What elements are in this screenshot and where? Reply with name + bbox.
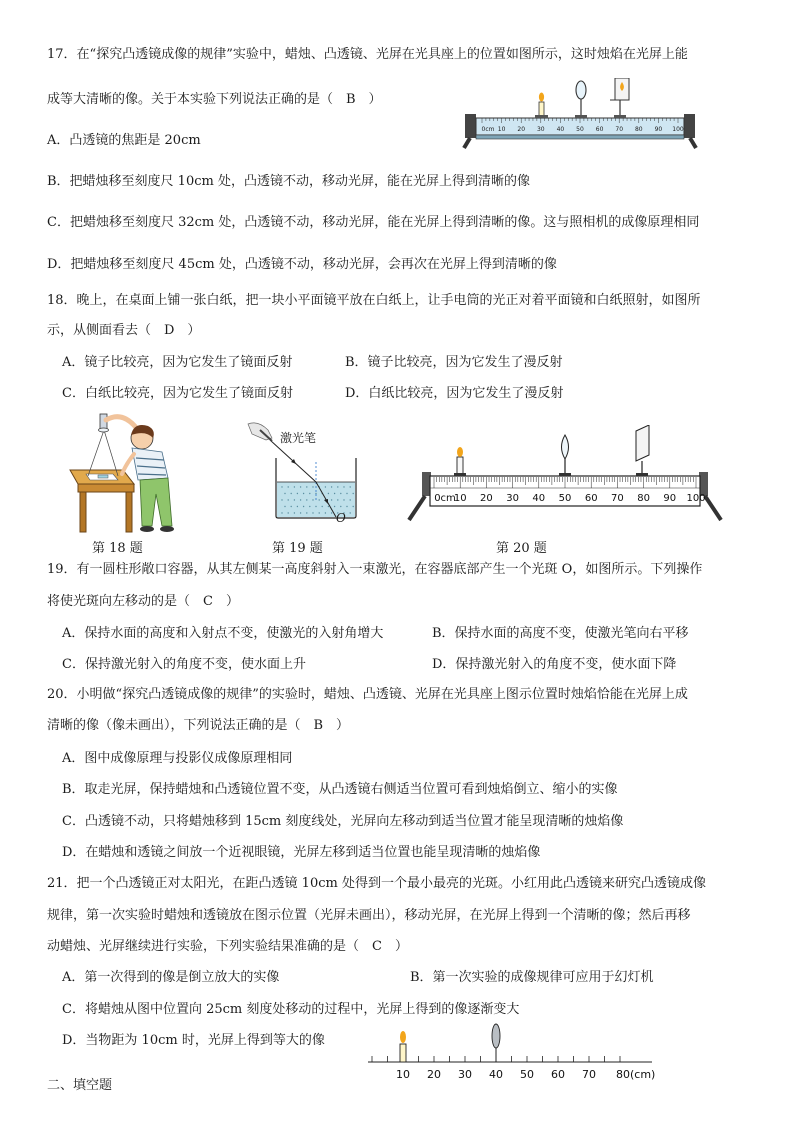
q18-option-d: D．白纸比较亮，因为它发生了漫反射 xyxy=(345,386,564,401)
q20-ruler-label: 60 xyxy=(584,493,598,504)
q17-ruler-label: 30 xyxy=(536,126,545,133)
section-heading: 二、填空题 xyxy=(47,1078,113,1093)
q19-water-dot xyxy=(346,493,347,494)
q17-stem-line-2: 成等大清晰的像。关于本实验下列说法正确的是（ B ） xyxy=(47,92,382,107)
q19-water-dot xyxy=(350,486,351,487)
q19-water-dot xyxy=(297,506,298,507)
q17-option-c: C．把蜡烛移至刻度尺 32cm 处，凸透镜不动，移动光屏，能在光屏上得到清晰的像。这与照相机的成像原理相同 xyxy=(47,215,700,230)
q21-option-b: B．第一次实验的成像规律可应用于幻灯机 xyxy=(410,970,654,985)
q19-water-dot xyxy=(334,493,335,494)
q17-option-b: B．把蜡烛移至刻度尺 10cm 处，凸透镜不动，移动光屏，能在光屏上得到清晰的像 xyxy=(47,174,530,189)
q17-option-a: A．凸透镜的焦距是 20cm xyxy=(47,133,201,148)
q21-option-c: C．将蜡烛从图中位置向 25cm 刻度处移动的过程中，光屏上得到的像逐渐变大 xyxy=(62,1002,520,1017)
q19-water-dot xyxy=(334,506,335,507)
q19-water-dot xyxy=(319,512,320,513)
q19-stem-line-1: 19．有一圆柱形敞口容器，从其左侧某一高度斜射入一束激光，在容器底部产生一个光斑 O，如图所示。下列操作 xyxy=(47,562,703,577)
q19-water-dot xyxy=(303,493,304,494)
q21-axis-label: 60 xyxy=(551,1068,565,1081)
q19-water-dot xyxy=(297,493,298,494)
q18-option-a: A．镜子比较亮，因为它发生了镜面反射 xyxy=(62,355,293,370)
q19-water-dot xyxy=(300,499,301,500)
q20-stem-line-2: 清晰的像（像未画出），下列说法正确的是（ B ） xyxy=(47,718,350,733)
q18-stem-line-1: 18．晚上，在桌面上铺一张白纸，把一块小平面镜平放在白纸上，让手电筒的光正对着平面镜和白纸照射，如图所 xyxy=(47,293,701,308)
q19-water-dot xyxy=(325,486,326,487)
q19-water-dot xyxy=(319,499,320,500)
q17-ruler-label: 60 xyxy=(595,126,604,133)
q18-flashlight-figure xyxy=(68,408,186,536)
q19-water-dot xyxy=(343,486,344,487)
q19-water-dot xyxy=(300,512,301,513)
q19-water-dot xyxy=(353,493,354,494)
fig19-point-label: O xyxy=(336,511,346,525)
q19-water-dot xyxy=(288,512,289,513)
q19-water-dot xyxy=(346,506,347,507)
q19-water-dot xyxy=(303,506,304,507)
q19-water-dot xyxy=(331,499,332,500)
q20-option-c: C．凸透镜不动，只将蜡烛移到 15cm 刻度线处，光屏向左移动到适当位置才能呈现清晰的烛焰像 xyxy=(62,814,624,829)
q19-water-dot xyxy=(306,486,307,487)
q19-water-dot xyxy=(294,486,295,487)
q19-water-dot xyxy=(312,512,313,513)
q19-water-dot xyxy=(309,506,310,507)
fig18-caption: 第 18 题 xyxy=(92,541,143,556)
fig20-caption: 第 20 题 xyxy=(496,541,547,556)
q21-axis-label: 70 xyxy=(582,1068,596,1081)
q17-ruler-label: 50 xyxy=(576,126,584,133)
q19-option-a: A．保持水面的高度和入射点不变，使激光的入射角增大 xyxy=(62,626,384,641)
q17-ruler-label: 10 xyxy=(497,126,506,133)
q20-ruler-label: 30 xyxy=(506,493,519,504)
q19-water-dot xyxy=(306,512,307,513)
q21-stem-line-3: 动蜡烛、光屏继续进行实验，下列实验结果准确的是（ C ） xyxy=(47,939,408,954)
q19-water-dot xyxy=(331,512,332,513)
q19-water-dot xyxy=(306,499,307,500)
q19-water-dot xyxy=(288,486,289,487)
q18-option-b: B．镜子比较亮，因为它发生了漫反射 xyxy=(345,355,563,370)
q19-stem-line-2: 将使光斑向左移动的是（ C ） xyxy=(47,594,239,609)
q20-ruler-label: 10 xyxy=(453,493,467,504)
fig19-caption: 第 19 题 xyxy=(272,541,323,556)
q19-water-dot xyxy=(350,499,351,500)
q21-axis-label: 30 xyxy=(458,1068,472,1081)
q21-axis-label: 40 xyxy=(489,1068,503,1081)
q19-option-d: D．保持激光射入的角度不变，使水面下降 xyxy=(432,657,677,672)
q19-water-dot xyxy=(294,499,295,500)
q19-water-dot xyxy=(315,506,316,507)
q19-water-dot xyxy=(350,512,351,513)
q19-option-b: B．保持水面的高度不变，使激光笔向右平移 xyxy=(432,626,689,641)
q19-water-dot xyxy=(281,512,282,513)
q19-water-dot xyxy=(353,506,354,507)
q20-ruler-label: 20 xyxy=(480,493,493,504)
q19-water-dot xyxy=(328,493,329,494)
q19-water-dot xyxy=(343,499,344,500)
q19-water-dot xyxy=(291,493,292,494)
q19-water-dot xyxy=(340,506,341,507)
q19-water-dot xyxy=(284,493,285,494)
q17-ruler-label: 80 xyxy=(634,126,643,133)
q20-stem-line-1: 20．小明做“探究凸透镜成像的规律”的实验时，蜡烛、凸透镜、光屏在光具座上图示位置时烛焰恰能在光屏上成 xyxy=(47,687,688,702)
q21-stem-line-1: 21．把一个凸透镜正对太阳光，在距凸透镜 10cm 处得到一个最小最亮的光斑。小红用此凸透镜来研究凸透镜成像 xyxy=(47,876,706,891)
q17-option-d: D．把蜡烛移至刻度尺 45cm 处，凸透镜不动，移动光屏，会再次在光屏上得到清晰的像 xyxy=(47,257,557,272)
q17-optical-bench-figure xyxy=(462,78,698,150)
q17-ruler-label: 90 xyxy=(654,126,663,133)
q21-option-d: D．当物距为 10cm 时，光屏上得到等大的像 xyxy=(62,1033,325,1048)
fig19-pen-label: 激光笔 xyxy=(280,431,317,445)
q20-ruler-label: 100 xyxy=(686,493,706,504)
q19-water-dot xyxy=(281,486,282,487)
q19-water-dot xyxy=(312,486,313,487)
q21-axis-figure xyxy=(364,1022,664,1084)
q17-ruler-label: 0cm xyxy=(481,126,495,133)
q19-water-dot xyxy=(284,506,285,507)
q19-water-dot xyxy=(340,493,341,494)
q21-axis-label: 20 xyxy=(427,1068,441,1081)
q19-water-dot xyxy=(325,512,326,513)
q20-ruler-label: 0cm xyxy=(434,493,456,504)
q19-water-dot xyxy=(294,512,295,513)
q19-water-dot xyxy=(331,486,332,487)
q20-ruler-label: 90 xyxy=(663,493,677,504)
q21-option-a: A．第一次得到的像是倒立放大的实像 xyxy=(62,970,280,985)
q17-stem-line-1: 17．在“探究凸透镜成像的规律”实验中，蜡烛、凸透镜、光屏在光具座上的位置如图所示，这时烛焰在光屏上能 xyxy=(47,47,688,62)
q20-option-b: B．取走光屏，保持蜡烛和凸透镜位置不变，从凸透镜右侧适当位置可看到烛焰倒立、缩小的实像 xyxy=(62,782,618,797)
q17-ruler-label: 100 xyxy=(672,126,684,133)
q17-ruler-label: 70 xyxy=(615,126,624,133)
q17-ruler-label: 20 xyxy=(517,126,526,133)
q19-water-dot xyxy=(312,499,313,500)
q19-water-dot xyxy=(322,506,323,507)
q19-water-dot xyxy=(328,506,329,507)
q18-stem-line-2: 示，从侧面看去（ D ） xyxy=(47,323,201,338)
q20-option-d: D．在蜡烛和透镜之间放一个近视眼镜，光屏左移到适当位置也能呈现清晰的烛焰像 xyxy=(62,845,541,860)
q21-stem-line-2: 规律，第一次实验时蜡烛和透镜放在图示位置（光屏未画出），移动光屏，在光屏上得到一个清晰的像；然后再移 xyxy=(47,908,691,923)
q19-water-dot xyxy=(291,506,292,507)
q20-ruler-label: 80 xyxy=(637,493,650,504)
q20-ruler-label: 40 xyxy=(532,493,546,504)
q20-optical-bench-figure xyxy=(406,425,724,523)
q21-axis-label: 10 xyxy=(396,1068,410,1081)
q17-ruler-label: 40 xyxy=(556,126,565,133)
q19-water-dot xyxy=(281,499,282,500)
q18-option-c: C．白纸比较亮，因为它发生了镜面反射 xyxy=(62,386,293,401)
q19-water-dot xyxy=(288,499,289,500)
q20-ruler-label: 70 xyxy=(611,493,624,504)
q19-option-c: C．保持激光射入的角度不变，使水面上升 xyxy=(62,657,306,672)
q19-water-dot xyxy=(315,493,316,494)
q19-water-dot xyxy=(337,486,338,487)
q21-axis-label: 80(cm) xyxy=(616,1068,656,1081)
q19-water-dot xyxy=(300,486,301,487)
q19-water-dot xyxy=(309,493,310,494)
q20-option-a: A．图中成像原理与投影仪成像原理相同 xyxy=(62,751,293,766)
q20-ruler-label: 50 xyxy=(558,493,572,504)
q21-axis-label: 50 xyxy=(520,1068,534,1081)
q19-water-dot xyxy=(337,499,338,500)
